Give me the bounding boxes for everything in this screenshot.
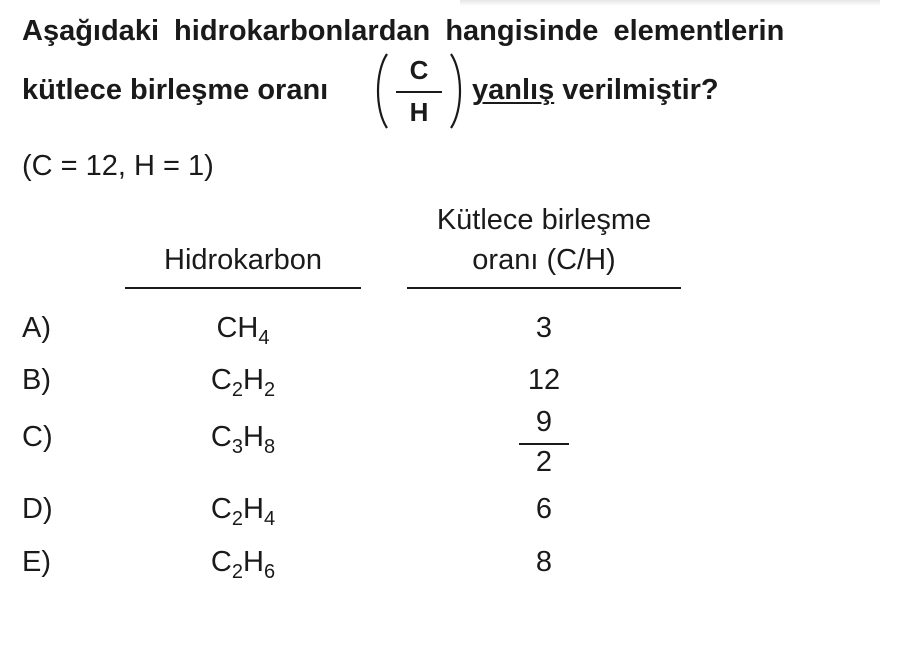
header-ratio — [407, 200, 681, 280]
ratio-value: 8 — [535, 546, 553, 578]
ratio-value: 12 — [527, 364, 561, 396]
fraction-bar — [396, 91, 442, 93]
option-label: E) — [22, 546, 51, 578]
emphasis-word: yanlış — [472, 74, 555, 106]
ratio-denominator: 2 — [535, 446, 553, 478]
option-label: B) — [22, 364, 51, 396]
header-ratio-line-2: oranı (C/H) — [472, 244, 616, 276]
ratio-fraction — [374, 52, 464, 130]
ratio-fraction-c — [519, 406, 569, 482]
formula: $CH_4$ — [216, 312, 270, 349]
formula: $C_3H_8$ — [210, 421, 276, 458]
formula: $C_2H_6$ — [210, 546, 276, 583]
header-rule-ratio — [407, 287, 681, 289]
formula: $C_2H_4$ — [210, 493, 276, 530]
header-hydrocarbon: Hidrokarbon — [164, 244, 322, 276]
ratio-numerator: 9 — [535, 406, 553, 438]
option-label: A) — [22, 312, 51, 344]
right-parenthesis — [448, 52, 464, 130]
option-row-b — [0, 364, 914, 404]
option-label: D) — [22, 493, 53, 525]
header-ratio-line-1: Kütlece birleşme — [436, 204, 652, 236]
question-line-2-suffix — [472, 74, 719, 107]
ratio-fraction-bar — [519, 443, 569, 445]
fraction-denominator: H — [409, 97, 429, 127]
fraction-numerator: C — [409, 55, 429, 85]
option-label: C) — [22, 421, 53, 453]
option-row-e — [0, 546, 914, 586]
option-row-d — [0, 493, 914, 533]
option-row-c — [0, 421, 914, 461]
question-end: verilmiştir? — [562, 74, 719, 106]
question-line-1: Aşağıdaki hidrokarbonlardan hangisinde elementlerin — [22, 15, 785, 47]
given-values: (C = 12, H = 1) — [22, 150, 214, 182]
option-row-a — [0, 312, 914, 352]
ratio-value: 6 — [535, 493, 553, 525]
question-line-2-prefix: kütlece birleşme oranı — [22, 74, 329, 106]
left-parenthesis — [374, 52, 390, 130]
top-shadow — [460, 0, 880, 6]
formula: $C_2H_2$ — [210, 364, 276, 401]
header-rule-hydrocarbon — [125, 287, 361, 289]
ratio-value: 3 — [535, 312, 553, 344]
